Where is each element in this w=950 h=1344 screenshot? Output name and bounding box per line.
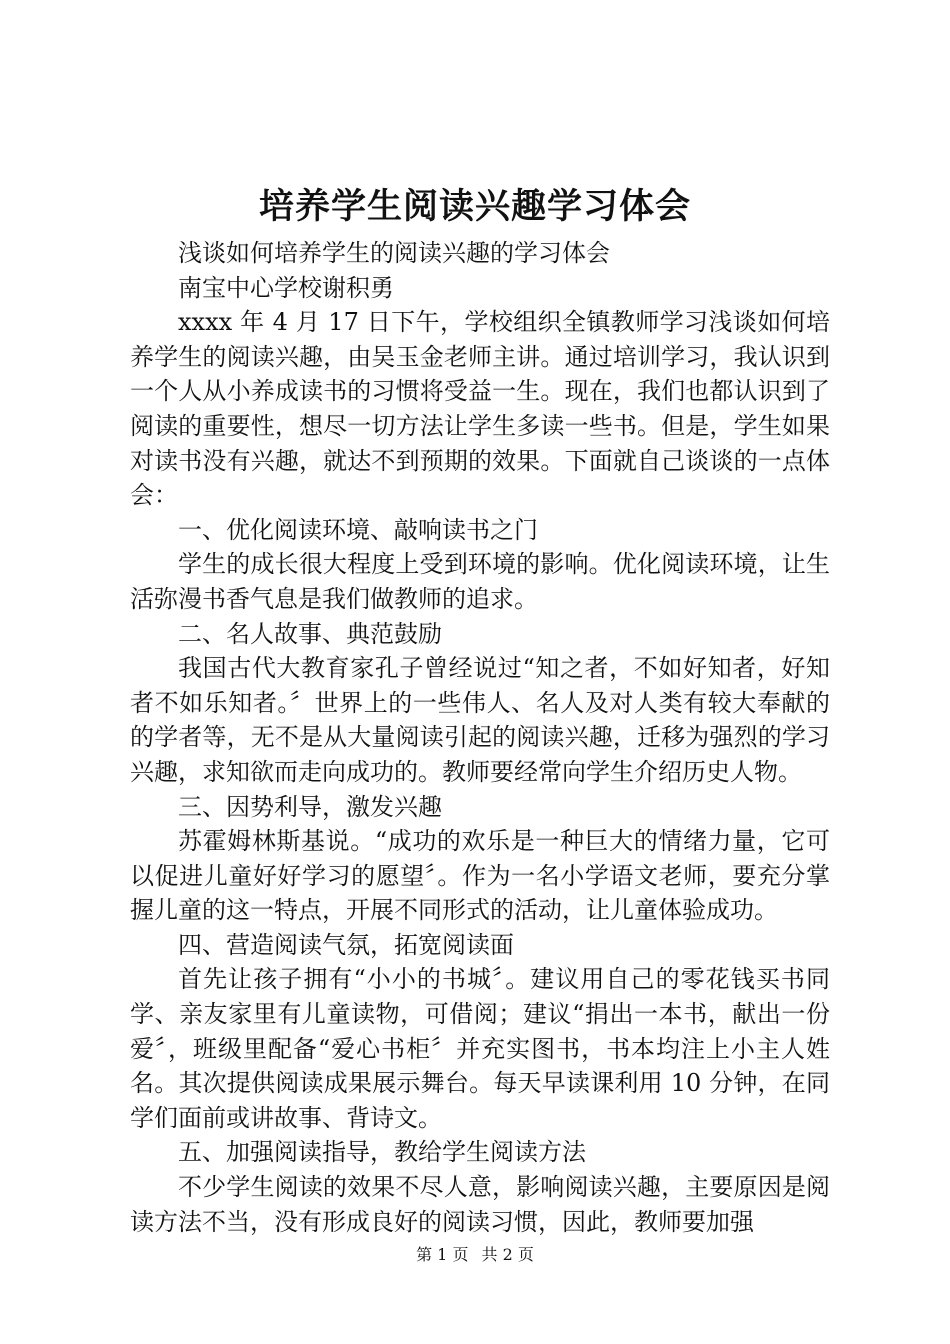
section-heading-2: 二、名人故事、典范鼓励 [178,619,442,648]
section-heading-3: 三、因势利导，激发兴趣 [178,792,442,821]
page-total: 共 2 页 [481,1245,534,1264]
section-paragraph-5: 不少学生阅读的效果不尽人意，影响阅读兴趣，主要原因是阅读方法不当，没有形成良好的阅读习惯，因此，教师要加强 [130,1173,830,1236]
section-paragraph-3: 苏霍姆林斯基说。“成功的欢乐是一种巨大的情绪力量，它可以促进儿童好好学习的愿望〞。作为一名小学语文老师，要充分掌握儿童的这一特点，开展不同形式的活动，让儿童体验成功。 [130,827,830,925]
section-heading-5: 五、加强阅读指导，教给学生阅读方法 [178,1138,586,1167]
section-heading-1: 一、优化阅读环境、敲响读书之门 [178,515,538,544]
subtitle-paragraph: 浅谈如何培养学生的阅读兴趣的学习体会 [178,239,610,267]
section-paragraph-4: 首先让孩子拥有“小小的书城〞。建议用自己的零花钱买书同学、亲友家里有儿童读物，可借阅；建议“捐出一本书，献出一份爱〞，班级里配备“爱心书柜〞并充实图书，书本均注上小主人姓名。其次提供阅读成果展示舞台。每天早读课利用 10 分钟，在同学们面前或讲故事、背诗文。 [130,965,830,1132]
page-number: 第 1 页 [416,1245,469,1264]
document-body [130,236,830,1239]
section-paragraph-2: 我国古代大教育家孔子曾经说过“知之者，不如好知者，好知者不如乐知者。〞世界上的一些伟人、名人及对人类有较大奉献的的学者等，无不是从大量阅读引起的阅读兴趣，迁移为强烈的学习兴趣，求知欲而走向成功的。教师要经常向学生介绍历史人物。 [130,654,830,786]
page-footer [0,1245,950,1265]
author-line: 南宝中心学校谢积勇 [178,273,394,302]
section-heading-4: 四、营造阅读气氛，拓宽阅读面 [178,930,514,959]
document-title: 培养学生阅读兴趣学习体会 [258,186,691,227]
section-paragraph-1: 学生的成长很大程度上受到环境的影响。优化阅读环境，让生活弥漫书香气息是我们做教师的追求。 [130,550,830,613]
intro-paragraph: xxxx 年 4 月 17 日下午，学校组织全镇教师学习浅谈如何培养学生的阅读兴趣，由吴玉金老师主讲。通过培训学习，我认识到一个人从小养成读书的习惯将受益一生。现在，我们也都认识到了阅读的重要性，想尽一切方法让学生多读一些书。但是，学生如果对读书没有兴趣，就达不到预期的效果。下面就自己谈谈的一点体会： [130,308,830,510]
